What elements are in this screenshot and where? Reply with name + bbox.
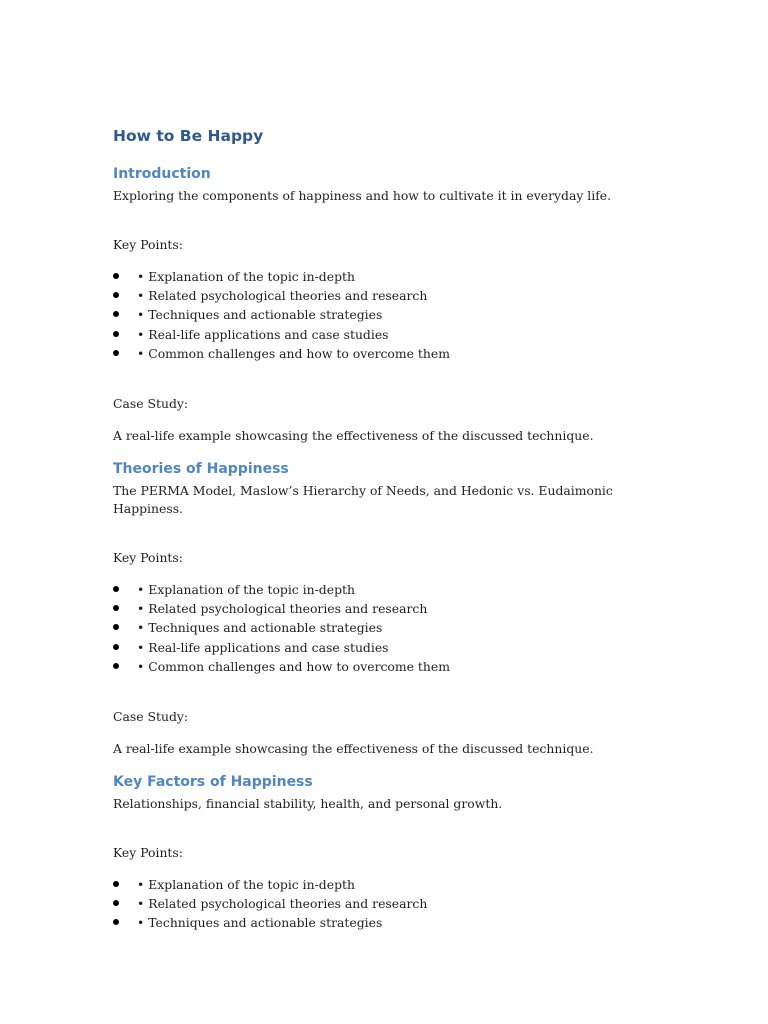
- section-theories: [113, 459, 673, 758]
- list-item: [113, 894, 673, 913]
- list-item-text: • Related psychological theories and research: [137, 896, 428, 912]
- section-description: The PERMA Model, Maslow’s Hierarchy of Needs, and Hedonic vs. Eudaimonic Happiness.: [113, 483, 613, 517]
- bullet-icon: [113, 273, 119, 279]
- bullet-icon: [113, 624, 119, 630]
- list-item-text: • Explanation of the topic in-depth: [137, 877, 355, 893]
- bullet-icon: [113, 350, 119, 356]
- list-item-text: • Related psychological theories and research: [137, 601, 428, 617]
- list-item-text: • Techniques and actionable strategies: [137, 915, 383, 931]
- list-item: [113, 267, 673, 286]
- list-item: [113, 657, 673, 676]
- list-item-text: • Explanation of the topic in-depth: [137, 582, 355, 598]
- list-item: [113, 344, 673, 363]
- list-item-text: • Real-life applications and case studies: [137, 639, 389, 655]
- bullet-icon: [113, 586, 119, 592]
- list-item: [113, 305, 673, 324]
- bullet-icon: [113, 605, 119, 611]
- list-item-text: • Techniques and actionable strategies: [137, 307, 383, 323]
- section-introduction: [113, 164, 673, 445]
- list-item-text: • Techniques and actionable strategies: [137, 620, 383, 636]
- section-description: Exploring the components of happiness and how to cultivate it in everyday life.: [113, 188, 612, 203]
- key-points-list: [113, 875, 673, 933]
- bullet-icon: [113, 919, 119, 925]
- case-study-text: A real-life example showcasing the effectiveness of the discussed technique.: [113, 741, 594, 757]
- key-points-label: Key Points:: [113, 845, 183, 861]
- section-description: Relationships, financial stability, health, and personal growth.: [113, 796, 503, 812]
- list-item-text: • Common challenges and how to overcome them: [137, 658, 450, 674]
- bullet-icon: [113, 663, 119, 669]
- case-study-text: A real-life example showcasing the effectiveness of the discussed technique.: [113, 428, 594, 444]
- bullet-icon: [113, 311, 119, 317]
- bullet-icon: [113, 644, 119, 650]
- section-heading: Key Factors of Happiness: [113, 774, 313, 791]
- list-item: [113, 875, 673, 894]
- bullet-icon: [113, 900, 119, 906]
- bullet-icon: [113, 881, 119, 887]
- section-heading: Theories of Happiness: [113, 461, 289, 478]
- document-page: [113, 126, 673, 933]
- section-heading: Introduction: [113, 166, 211, 182]
- list-item: [113, 913, 673, 932]
- list-item: [113, 580, 673, 599]
- bullet-icon: [113, 292, 119, 298]
- list-item-text: • Real-life applications and case studies: [137, 326, 389, 342]
- key-points-list: [113, 580, 673, 676]
- section-key-factors: [113, 772, 673, 933]
- list-item-text: • Common challenges and how to overcome them: [137, 345, 450, 361]
- list-item: [113, 325, 673, 344]
- key-points-label: Key Points:: [113, 237, 183, 252]
- case-study-label: Case Study:: [113, 709, 189, 725]
- list-item: [113, 599, 673, 618]
- list-item-text: • Explanation of the topic in-depth: [137, 269, 355, 284]
- case-study-label: Case Study:: [113, 396, 189, 412]
- list-item: [113, 638, 673, 657]
- document-title: How to Be Happy: [113, 127, 264, 145]
- key-points-label: Key Points:: [113, 550, 183, 566]
- list-item: [113, 618, 673, 637]
- key-points-list: [113, 267, 673, 363]
- list-item-text: • Related psychological theories and research: [137, 288, 428, 304]
- list-item: [113, 286, 673, 305]
- bullet-icon: [113, 331, 119, 337]
